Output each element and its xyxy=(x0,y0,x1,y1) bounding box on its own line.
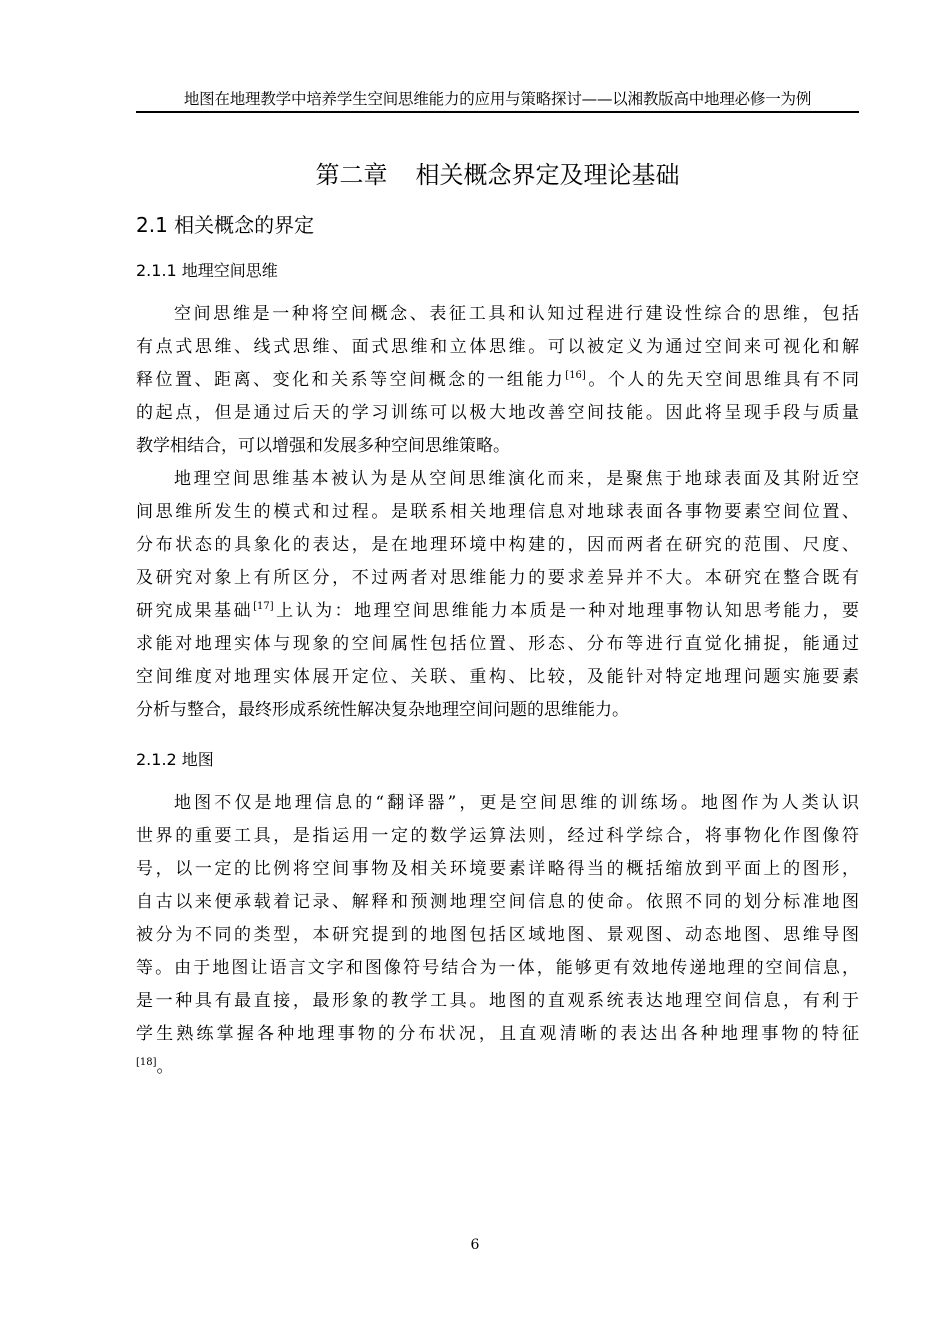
paragraph-line: 自古以来便承载着记录、解释和预测地理空间信息的使命。依照不同的划分标准地图 xyxy=(136,892,859,912)
running-header-title: 地图在地理教学中培养学生空间思维能力的应用与策略探讨——以湘教版高中地理必修一为例 xyxy=(183,90,812,108)
paragraph-line: 的起点，但是通过后天的学习训练可以极大地改善空间技能。因此将呈现手段与质量 xyxy=(136,403,859,423)
paragraph-line: 空间思维是一种将空间概念、表征工具和认知过程进行建设性综合的思维，包括 xyxy=(174,304,859,324)
paragraph-line: 地理空间思维基本被认为是从空间思维演化而来，是聚焦于地球表面及其附近空 xyxy=(174,469,859,489)
citation-ref: [18] xyxy=(136,1057,157,1068)
paragraph-line xyxy=(136,1054,859,1080)
paragraph-text: 释位置、距离、变化和关系等空间概念的一组能力 xyxy=(136,370,566,390)
citation-ref: [16] xyxy=(565,370,586,381)
paragraph-line: 空间维度对地理实体展开定位、关联、重构、比较，及能针对特定地理问题实施要素 xyxy=(136,667,859,687)
chapter-number: 第二章 xyxy=(315,161,388,189)
paragraph-line: 学生熟练掌握各种地理事物的分布状况，且直观清晰的表达出各种地理事物的特征 xyxy=(136,1024,859,1044)
paragraph-line: 及研究对象上有所区分，不过两者对思维能力的要求差异并不大。本研究在整合既有 xyxy=(136,568,859,588)
paragraph-line: 分析与整合，最终形成系统性解决复杂地理空间问题的思维能力。 xyxy=(136,700,629,720)
paragraph-text: 。 xyxy=(156,1057,174,1077)
paragraph-line: 教学相结合，可以增强和发展多种空间思维策略。 xyxy=(136,436,510,456)
subsection-heading-2-1-2: 2.1.2 地图 xyxy=(136,750,214,769)
header-rule xyxy=(136,111,859,113)
paragraph-text: 。个人的先天空间思维具有不同 xyxy=(585,370,860,390)
paragraph-line: 地图不仅是地理信息的“翻译器”，更是空间思维的训练场。地图作为人类认识 xyxy=(174,793,859,813)
paragraph-line: 是一种具有最直接，最形象的教学工具。地图的直观系统表达地理空间信息，有利于 xyxy=(136,991,859,1011)
paragraph-text: 研究成果基础 xyxy=(136,601,254,621)
paragraph-line: 等。由于地图让语言文字和图像符号结合为一体，能够更有效地传递地理的空间信息， xyxy=(136,958,859,978)
paragraph-line: 分布状态的具象化的表达，是在地理环境中构建的，因而两者在研究的范围、尺度、 xyxy=(136,535,859,555)
paragraph-text: 上认为：地理空间思维能力本质是一种对地理事物认知思考能力，要 xyxy=(273,601,859,621)
paragraph-line: 被分为不同的类型，本研究提到的地图包括区域地图、景观图、动态地图、思维导图 xyxy=(136,925,859,945)
paragraph-line: 求能对地理实体与现象的空间属性包括位置、形态、分布等进行直觉化捕捉，能通过 xyxy=(136,634,859,654)
paragraph-line: 有点式思维、线式思维、面式思维和立体思维。可以被定义为通过空间来可视化和解 xyxy=(136,337,859,357)
page-number: 6 xyxy=(470,1237,480,1253)
section-heading-2-1: 2.1 相关概念的界定 xyxy=(136,213,315,237)
citation-ref: [17] xyxy=(253,601,274,612)
paragraph-line: 号，以一定的比例将空间事物及相关环境要素详略得当的概括缩放到平面上的图形， xyxy=(136,859,859,879)
paragraph-line: 世界的重要工具，是指运用一定的数学运算法则，经过科学综合，将事物化作图像符 xyxy=(136,826,859,846)
paragraph-line: 间思维所发生的模式和过程。是联系相关地理信息对地球表面各事物要素空间位置、 xyxy=(136,502,859,522)
paragraph-line xyxy=(136,367,859,393)
chapter-title-text: 相关概念界定及理论基础 xyxy=(415,161,680,189)
paragraph-line xyxy=(136,598,859,624)
chapter-title xyxy=(136,157,859,193)
subsection-heading-2-1-1: 2.1.1 地理空间思维 xyxy=(136,261,278,280)
